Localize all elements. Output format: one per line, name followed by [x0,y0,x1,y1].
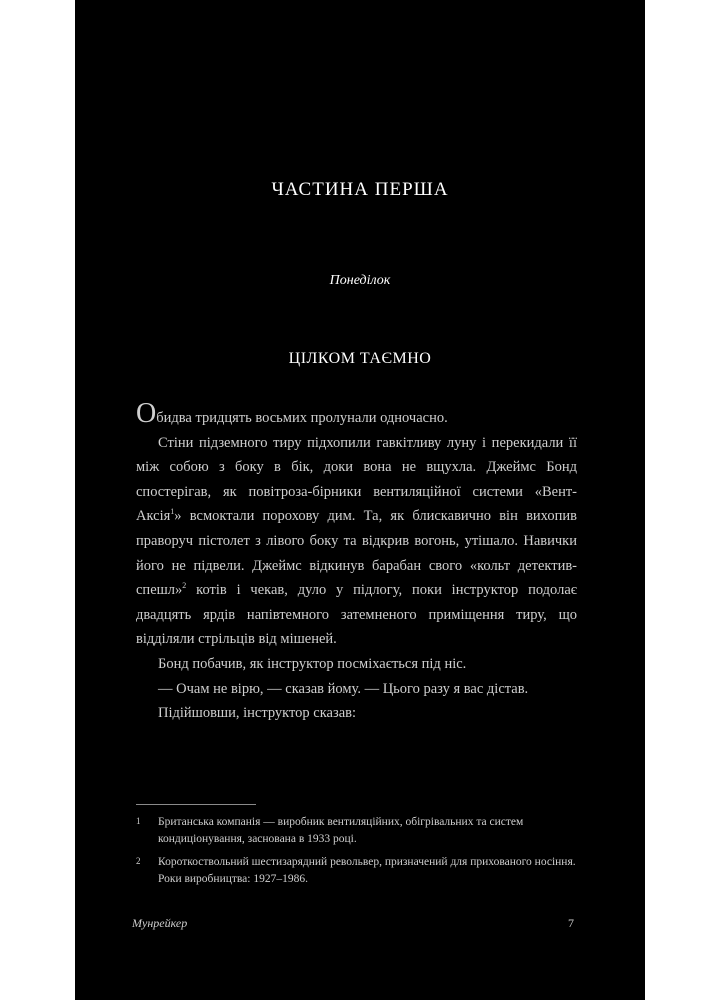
footnote-mark: 1 [136,816,141,826]
paragraph-text: бидва тридцять восьмих пролунали одночасно. [156,410,448,426]
running-title: Мунрейкер [132,916,188,930]
footnote-text: Короткоствольний шестизарядний револьвер, призначений для прихованого носіння. Роки виробництва: 1927–1986. [158,856,576,885]
body-text [136,398,577,726]
footnote [136,814,577,848]
footnote-ref[interactable]: 2 [182,581,187,591]
paragraph [136,701,577,726]
footnote-ref[interactable]: 1 [170,507,175,517]
footnotes [136,814,577,894]
paragraph-text: Стіни підземного тиру підхопили гавкітливу луну і перекидали її між собою з боку в бік, доки вона не вщухла. Джеймс Бонд спостерігав, як повітроза-бірники вентиляційної системи «Вент-Аксія [136,434,577,525]
footnote-text: Британська компанія — виробник вентиляційних, обігрівальних та систем кондиціонування, заснована в 1933 році. [158,816,524,845]
paragraph [136,398,577,431]
page-number: 7 [568,916,574,930]
paragraph-text: » всмоктали порохову дим. Та, як блискавично він вихопив праворуч пістолет з лівого боку та відкрив вогонь, утішало. Навички його не підвели. Джеймс відкинув барабан свого «кольт детектив-спешл» [136,508,577,599]
footnote-divider [136,804,256,805]
paragraph-text: котів і чекав, дуло у підлогу, поки інструктор подолає двадцять ярдів напівтемного затемненого приміщення тиру, що відділяли стрільців від мішеней. [136,582,577,648]
day-subtitle: Понеділок [329,273,391,288]
paragraph [136,431,577,652]
book-page [75,0,645,1000]
paragraph [136,652,577,677]
part-title: ЧАСТИНА ПЕРША [271,179,449,200]
paragraph [136,677,577,702]
footnote-mark: 2 [136,856,141,866]
paragraph-text: Бонд побачив, як інструктор посміхається під ніс. [158,655,467,672]
footnote [136,854,577,888]
drop-cap: О [136,398,157,429]
chapter-title: ЦІЛКОМ ТАЄМНО [288,350,432,367]
paragraph-text: Підійшовши, інструктор сказав: [158,705,357,722]
paragraph-text: — Очам не вірю, — сказав йому. — Цього разу я вас дістав. [158,680,529,697]
